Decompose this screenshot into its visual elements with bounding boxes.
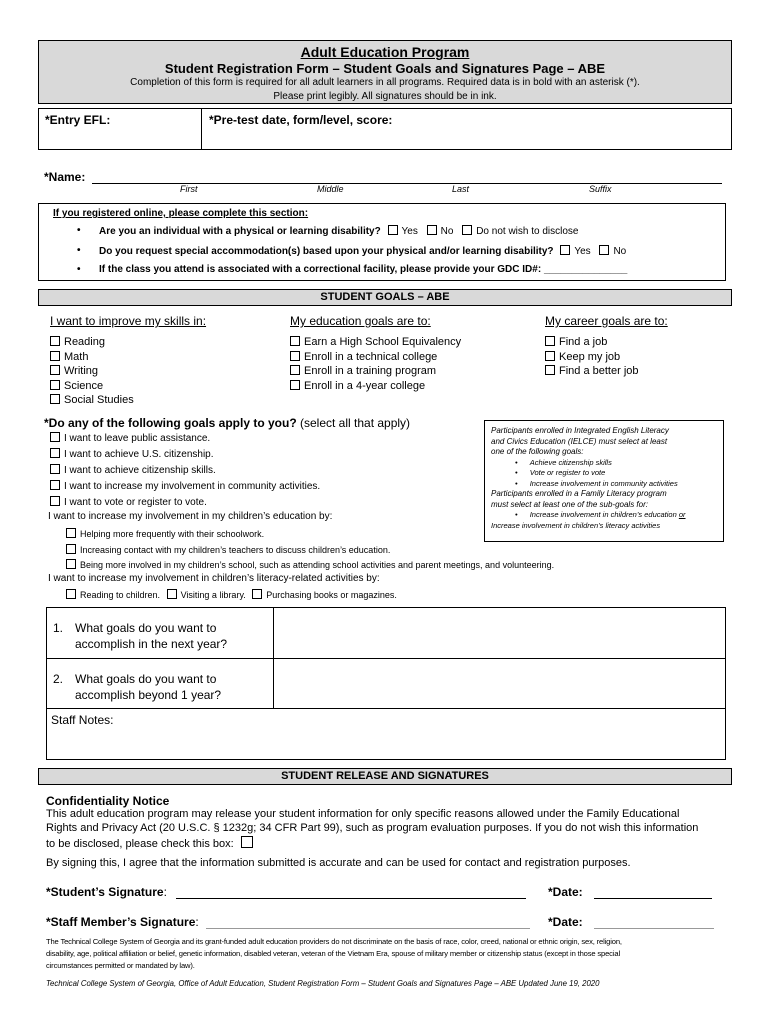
confidentiality-line1: This adult education program may release your student information for only specific reasons allowed under the Family Educational [46,808,680,820]
student-signature-row: *Student’s Signature: [46,885,167,899]
disability-question: • Are you an individual with a physical or learning disability? Yes No Do not wish to disclose [99,225,578,237]
education-list [290,335,461,393]
edu-training-program[interactable]: Enroll in a training program [290,364,461,379]
goal-citizenship[interactable]: I want to achieve U.S. citizenship. [50,447,320,463]
edu-4-year-college[interactable]: Enroll in a 4-year college [290,379,461,394]
child-homework[interactable]: Helping more frequently with their schoolwork. [66,527,554,543]
confidentiality-title: Confidentiality Notice [46,794,170,808]
literacy-reading-checkbox[interactable] [66,589,76,599]
footer-credit: Technical College System of Georgia, Office of Adult Education, Student Registration Form – Student Goals and Signatures Page – ABE Updated June 19, 2020 [46,979,600,988]
agreement-statement: By signing this, I agree that the information submitted is accurate and can be used for contact and registration purposes. [46,857,631,869]
education-heading: My education goals are to: [290,314,431,328]
release-banner: STUDENT RELEASE AND SIGNATURES [38,768,732,785]
staff-notes-label: Staff Notes: [51,713,114,727]
career-find-job[interactable]: Find a job [545,335,639,350]
career-keep-job[interactable]: Keep my job [545,350,639,365]
nondiscrimination-line2: disability, age, political affiliation or belief, genetic information, disabled veteran, veteran of the Vietnam Era, spouse of military member or citizenship status (except in those special [46,949,620,958]
online-section [38,203,726,281]
student-date-label: *Date: [548,885,583,899]
skill-writing[interactable]: Writing [50,364,134,379]
goal-vote[interactable]: I want to vote or register to vote. [50,495,320,511]
program-title: Adult Education Program [300,44,470,60]
children-list [66,527,554,574]
staff-date-field[interactable] [594,915,714,929]
student-date-field[interactable] [594,885,712,899]
accommodation-no-checkbox[interactable] [599,245,609,255]
skill-math[interactable]: Math [50,350,134,365]
answer-1-field[interactable] [275,608,725,658]
disability-nodisclose-checkbox[interactable] [462,225,472,235]
disability-no-checkbox[interactable] [427,225,437,235]
goal-citizenship-skills[interactable]: I want to achieve citizenship skills. [50,463,320,479]
child-teacher-contact[interactable]: Increasing contact with my children’s teachers to discuss children’s education. [66,543,554,559]
form-header [38,40,732,104]
entry-efl-field[interactable] [38,124,200,150]
name-field[interactable] [92,170,722,184]
goal-community[interactable]: I want to increase my involvement in community activities. [50,479,320,495]
name-last-caption: Last [452,184,470,194]
confidentiality-line2: Rights and Privacy Act (20 U.S.C. § 1232g; 34 CFR Part 99), such as program evaluation purposes. If you do not wish this information [46,822,699,834]
entry-efl-label: *Entry EFL: [45,113,111,127]
goals-banner: STUDENT GOALS – ABE [38,289,732,306]
career-better-job[interactable]: Find a better job [545,364,639,379]
literacy-library-checkbox[interactable] [167,589,177,599]
gdc-id-question: • If the class you attend is associated with a correctional facility, please provide your GDC ID#: _______________ [99,264,627,275]
skills-list [50,335,134,408]
name-first-caption: First [180,184,198,194]
question-1: 1. What goals do you want to accomplish in the next year? [53,621,228,651]
skill-social-studies[interactable]: Social Studies [50,393,134,408]
staff-date-label: *Date: [548,915,583,929]
name-label: *Name: [44,170,86,184]
career-list [545,335,639,379]
goal-leave-assistance[interactable]: I want to leave public assistance. [50,431,320,447]
student-signature-field[interactable] [176,885,526,899]
goals-table [46,607,726,760]
ielce-note-box: Participants enrolled in Integrated English Literacy and Civics Education (IELCE) must select at least one of the following goals: • Achieve citizenship skills • Vote or register to vote • Increase involvement in community activities Participants enrolled in a Family Literacy program must select at least one of the sub-goals for: • Increase involvement in children’s education or Increase involvement in children’s literacy activities [484,420,724,542]
pretest-field[interactable] [202,124,732,150]
do-not-disclose-checkbox[interactable] [241,836,253,848]
career-heading: My career goals are to: [545,314,668,328]
skill-science[interactable]: Science [50,379,134,394]
completion-note: Completion of this form is required for all adult learners in all programs. Required data is in bold with an asterisk (*). [130,77,640,88]
answer-2-field[interactable] [275,659,725,708]
children-education-label: I want to increase my involvement in my children’s education by: [48,511,333,522]
nondiscrimination-line1: The Technical College System of Georgia and its grant-funded adult education providers do not discriminate on the basis of race, color, creed, national or ethnic origin, sex, religion, [46,937,622,946]
staff-notes-field[interactable] [47,728,725,759]
question-2: 2. What goals do you want to accomplish beyond 1 year? [53,672,222,702]
apply-list [50,431,320,511]
nondiscrimination-line3: circumstances permitted or mandated by law). [46,961,195,970]
staff-signature-row: *Staff Member’s Signature: [46,915,199,929]
apply-question: *Do any of the following goals apply to you? (select all that apply) [44,416,411,430]
literacy-books-checkbox[interactable] [252,589,262,599]
child-school-involvement[interactable]: Being more involved in my children’s school, such as attending school activities and parent meetings, and volunteering. [66,558,554,574]
skills-heading: I want to improve my skills in: [50,314,207,328]
literacy-label: I want to increase my involvement in children’s literacy-related activities by: [48,573,380,584]
name-middle-caption: Middle [317,184,344,194]
staff-signature-field[interactable] [206,915,530,929]
edu-technical-college[interactable]: Enroll in a technical college [290,350,461,365]
online-heading: If you registered online, please complete this section: [53,208,309,219]
confidentiality-line3: to be disclosed, please check this box: [46,836,257,850]
accommodation-yes-checkbox[interactable] [560,245,570,255]
accommodation-question: • Do you request special accommodation(s) based upon your physical and/or learning disability? Yes No [99,245,626,257]
disability-yes-checkbox[interactable] [388,225,398,235]
name-suffix-caption: Suffix [589,184,612,194]
pretest-label: *Pre-test date, form/level, score: [209,113,393,127]
legibility-note: Please print legibly. All signatures should be in ink. [273,91,497,102]
skill-reading[interactable]: Reading [50,335,134,350]
edu-hse[interactable]: Earn a High School Equivalency [290,335,461,350]
literacy-options: Reading to children. Visiting a library. Purchasing books or magazines. [66,589,397,600]
form-subtitle: Student Registration Form – Student Goals and Signatures Page – ABE [164,61,606,76]
